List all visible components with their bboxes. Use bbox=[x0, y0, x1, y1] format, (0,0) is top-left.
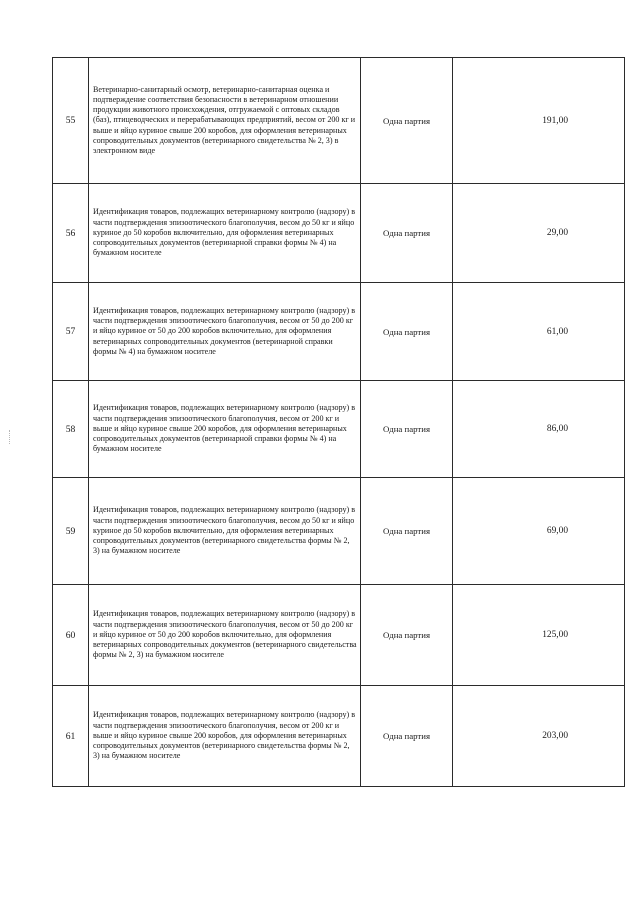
row-number: 60 bbox=[53, 585, 89, 686]
service-description: Ветеринарно-санитарный осмотр, ветеринарно-санитарная оценка и подтверждение соответствия безопасности в ветеринарном отношении продукции животного происхождения, отгружаемой с оптовых складов (баз), птицеводческих и перерабатывающих предприятий, весом от 200 кг и выше и яйцо куриное свыше 200 коробов, для оформления ветеринарных сопроводительных документов (ветеринарного свидетельства № 2, 3) в электронном виде bbox=[89, 58, 361, 184]
price-value: 125,00 bbox=[453, 585, 625, 686]
table-row bbox=[53, 478, 625, 585]
price-value: 191,00 bbox=[453, 58, 625, 184]
price-value: 203,00 bbox=[453, 686, 625, 787]
table-row bbox=[53, 585, 625, 686]
unit-of-measure: Одна партия bbox=[361, 58, 453, 184]
unit-of-measure: Одна партия bbox=[361, 381, 453, 478]
table-row bbox=[53, 686, 625, 787]
table-row bbox=[53, 381, 625, 478]
unit-of-measure: Одна партия bbox=[361, 585, 453, 686]
table-row bbox=[53, 58, 625, 184]
unit-of-measure: Одна партия bbox=[361, 184, 453, 283]
table-row bbox=[53, 283, 625, 381]
row-number: 57 bbox=[53, 283, 89, 381]
unit-of-measure: Одна партия bbox=[361, 478, 453, 585]
row-number: 55 bbox=[53, 58, 89, 184]
row-number: 58 bbox=[53, 381, 89, 478]
margin-scan-mark bbox=[9, 430, 11, 444]
service-description: Идентификация товаров, подлежащих ветеринарному контролю (надзору) в части подтверждения эпизоотического благополучия, весом от 200 кг и выше и яйцо куриное свыше 200 коробов, для оформления ветеринарных сопроводительных документов (ветеринарного свидетельства формы № 2, 3) на бумажном носителе bbox=[89, 686, 361, 787]
service-description: Идентификация товаров, подлежащих ветеринарному контролю (надзору) в части подтверждения эпизоотического благополучия, весом до 50 кг и яйцо куриное до 50 коробов включительно, для оформления ветеринарных сопроводительных документов (ветеринарной справки формы № 4) на бумажном носителе bbox=[89, 184, 361, 283]
service-description: Идентификация товаров, подлежащих ветеринарному контролю (надзору) в части подтверждения эпизоотического благополучия, весом от 50 до 200 кг и яйцо куриное от 50 до 200 коробов включительно, для оформления ветеринарных сопроводительных документов (ветеринарной справки формы № 4) на бумажном носителе bbox=[89, 283, 361, 381]
service-description: Идентификация товаров, подлежащих ветеринарному контролю (надзору) в части подтверждения эпизоотического благополучия, весом от 200 кг и выше и яйцо куриное свыше 200 коробов, для оформления ветеринарных сопроводительных документов (ветеринарной справки формы № 4) на бумажном носителе bbox=[89, 381, 361, 478]
service-description: Идентификация товаров, подлежащих ветеринарному контролю (надзору) в части подтверждения эпизоотического благополучия, весом от 50 до 200 кг и яйцо куриное от 50 до 200 коробов включительно, для оформления ветеринарных сопроводительных документов (ветеринарного свидетельства формы № 2, 3) на бумажном носителе bbox=[89, 585, 361, 686]
table-row bbox=[53, 184, 625, 283]
price-value: 86,00 bbox=[453, 381, 625, 478]
service-description: Идентификация товаров, подлежащих ветеринарному контролю (надзору) в части подтверждения эпизоотического благополучия, весом до 50 кг и яйцо куриное до 50 коробов включительно, для оформления ветеринарных сопроводительных документов (ветеринарного свидетельства формы № 2, 3) на бумажном носителе bbox=[89, 478, 361, 585]
unit-of-measure: Одна партия bbox=[361, 686, 453, 787]
row-number: 59 bbox=[53, 478, 89, 585]
row-number: 61 bbox=[53, 686, 89, 787]
tariff-table bbox=[52, 57, 625, 787]
price-value: 69,00 bbox=[453, 478, 625, 585]
price-value: 61,00 bbox=[453, 283, 625, 381]
price-value: 29,00 bbox=[453, 184, 625, 283]
unit-of-measure: Одна партия bbox=[361, 283, 453, 381]
row-number: 56 bbox=[53, 184, 89, 283]
